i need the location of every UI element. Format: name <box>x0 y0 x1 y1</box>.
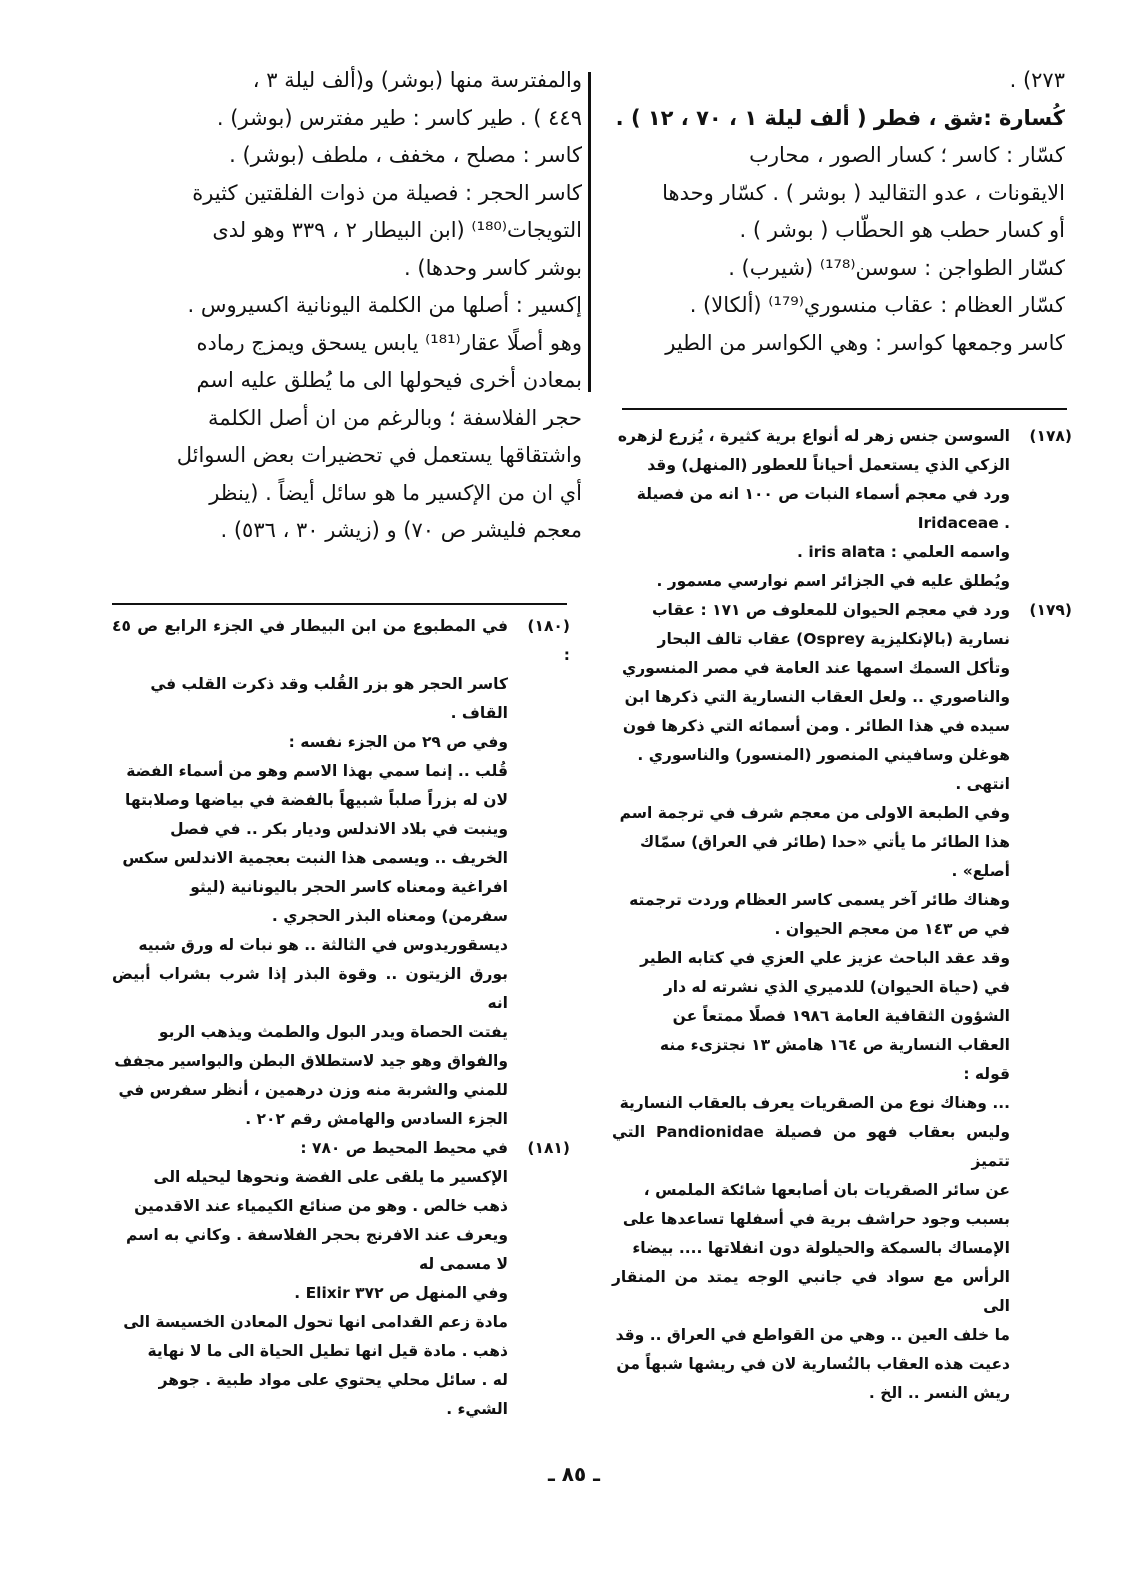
footnote-line: ورد في معجم الحيوان للمعلوف ص ١٧١ : عقاب <box>651 601 1010 619</box>
footnote-line: قُلب .. إنما سمي بهذا الاسم وهو من أسماء الفضة <box>126 762 508 780</box>
footnote-number: (١٧٨) <box>1029 427 1072 445</box>
footnote-line: في محيط المحيط ص ٧٨٠ : <box>300 1139 508 1157</box>
footnote-line: في ص ١٤٣ من معجم الحيوان . <box>774 920 1010 938</box>
footnotes-right <box>612 422 1072 1408</box>
footnote-line: . Iridaceae <box>917 514 1010 532</box>
footnote-number: (١٧٩) <box>1029 601 1072 619</box>
footnote-line: وينبت في بلاد الاندلس وديار بكر .. في فصل <box>170 820 508 838</box>
footnote-line: في (حياة الحيوان) للدميري الذي نشرته له دار <box>663 978 1010 996</box>
footnote-line: هذا الطائر ما يأتي «حدا (طائر في العراق) سمّاك <box>640 833 1010 851</box>
text-line: ٢٧٣) . <box>1009 68 1065 92</box>
footnote-line: سيده في هذا الطائر . ومن أسمائه التي ذكرها فون <box>622 717 1010 735</box>
footnote-line: سفرمن) ومعناه البذر الحجري . <box>271 907 508 925</box>
text-line: ٤٤٩ ) . طير كاسر : طير مفترس (بوشر) . <box>216 105 582 130</box>
footnote-line: نسارية (بالإنكليزية Osprey) عقاب تالف البحار <box>657 630 1010 648</box>
footnote-line: العقاب النسارية ص ١٦٤ هامش ١٣ نجتزىء منه <box>659 1036 1010 1054</box>
footnote-line: الشؤون الثقافية العامة ١٩٨٦ فصلًا ممتعاً عن <box>672 1007 1010 1025</box>
footnote-line: ريش النسر .. الخ . <box>868 1384 1010 1402</box>
footnote-line: دعيت هذه العقاب بالنُسارية لان في ريشها شبهاً من <box>616 1355 1010 1373</box>
footnote-line: ما خلف العين .. وهي من القواطع في العراق .. وقد <box>615 1326 1010 1344</box>
footnote-179 <box>612 596 1072 1408</box>
text-line: كاسر وجمعها كواسر : وهي الكواسر من الطير <box>665 330 1065 355</box>
footnote-line: ديسقوريدوس في الثالثة .. هو نبات له ورق شبيه <box>138 936 508 954</box>
footnote-line: الخريف .. ويسمى هذا النبت بعجمية الاندلس سكس <box>122 849 508 867</box>
text-line: كسّار : كاسر ؛ كسار الصور ، محارب <box>749 143 1065 167</box>
footnote-line: أصلع» . <box>951 862 1010 880</box>
footnote-line: بسبب وجود حراشف برية في أسفلها تساعدها على <box>622 1210 1010 1228</box>
text-line: واشتقاقها يستعمل في تحضيرات بعض السوائل <box>176 443 582 467</box>
footnote-line: وتأكل السمك اسمها عند العامة في مصر المنسوري <box>621 659 1010 677</box>
text-line: كاسر : مصلح ، مخفف ، ملطف (بوشر) . <box>229 143 582 167</box>
text-line: كاسر الحجر : فصيلة من ذوات الفلقتين كثيرة <box>192 180 582 205</box>
footnote-181 <box>112 1134 570 1424</box>
footnote-line: للمني والشربة منه وزن درهمين ، أنظر سفرس في <box>118 1081 508 1099</box>
text-line: التويجات⁽¹⁸⁰⁾ (ابن البيطار ٢ ، ٣٣٩ وهو لدى <box>212 218 582 242</box>
footnote-number: (١٨١) <box>527 1139 570 1157</box>
footnote-separator-right <box>622 408 1067 410</box>
text-line: كُسارة :شق ، فطر ( ألف ليلة ١ ، ٧٠ ، ١٢ ) . <box>615 105 1065 130</box>
text-line: حجر الفلاسفة ؛ وبالرغم من ان أصل الكلمة <box>208 405 582 430</box>
footnote-line: ذهب . مادة قيل انها تطيل الحياة الى ما لا نهاية <box>147 1342 508 1360</box>
page-number: ـ ٨٥ ـ <box>547 1462 601 1486</box>
right-column-main-text <box>605 62 1065 362</box>
footnote-line: في المطبوع من ابن البيطار في الجزء الرابع ص ٤٥ : <box>112 617 570 664</box>
footnote-line: له . سائل محلي يحتوي على مواد طبية . جوهر <box>158 1371 508 1389</box>
footnote-line: الزكي الذي يستعمل أحياناً للعطور (المنهل) وقد <box>647 456 1010 474</box>
footnote-line: وقد عقد الباحث عزيز علي العزي في كتابه الطير <box>640 949 1010 967</box>
text-line: الايقونات ، عدو التقاليد ( بوشر ) . كسّار وحدها <box>662 180 1065 205</box>
footnote-line: الرأس مع سواد في جانبي الوجه يمتد من المنقار الى <box>612 1268 1010 1315</box>
footnote-line: والفواق وهو جيد لاستطلاق البطن والبواسير مجفف <box>114 1052 508 1070</box>
footnote-line: الإمساك بالسمكة والحيلولة دون انفلاتها .... بيضاء <box>632 1239 1010 1257</box>
footnote-line: الشيء . <box>446 1400 508 1418</box>
text-line: كسّار الطواجن : سوسن⁽¹⁷⁸⁾ (شيرب) . <box>728 255 1065 280</box>
footnote-180 <box>112 612 570 1134</box>
text-line: بوشر كاسر وحدها) . <box>404 255 582 280</box>
footnote-line: لان له بزراً صلباً شبيهاً بالفضة في بياضها وصلابتها <box>125 791 508 809</box>
footnotes-left <box>112 612 570 1424</box>
footnote-line: الجزء السادس والهامش رقم ٢٠٢ . <box>245 1110 508 1128</box>
footnote-line: الإكسير ما يلقى على الفضة ونحوها ليحيله الى <box>153 1168 508 1186</box>
footnote-line: السوسن جنس زهر له أنواع برية كثيرة ، يُزرع لزهره <box>617 427 1010 445</box>
footnote-line: ... وهناك نوع من الصقريات يعرف بالعقاب النسارية <box>619 1094 1010 1112</box>
footnote-line: ويُطلق عليه في الجزائر اسم نوارسي مسمور . <box>656 572 1010 590</box>
footnote-line: واسمه العلمي : iris alata . <box>797 543 1010 561</box>
footnote-line: قوله : <box>963 1065 1010 1083</box>
footnote-line: ورد في معجم أسماء النبات ص ١٠٠ انه من فصيلة <box>636 485 1010 503</box>
footnote-line: وفي الطبعة الاولى من معجم شرف في ترجمة اسم <box>619 804 1010 822</box>
footnote-line: عن سائر الصقريات بان أصابعها شائكة الملمس ، <box>643 1181 1010 1199</box>
footnote-line: ذهب خالص . وهو من صنائع الكيمياء عند الاقدمين <box>134 1197 508 1215</box>
footnote-line: كاسر الحجر هو بزر القُلب وقد ذكرت القلب في <box>150 675 508 693</box>
footnote-line: والناصوري .. ولعل العقاب النسارية التي ذكرها ابن <box>624 688 1010 706</box>
text-line: وهو أصلًا عقار⁽¹⁸¹⁾ يابس يسحق ويمزج رماده <box>196 330 582 355</box>
footnote-line: ويعرف عند الافرنج بحجر الفلاسفة . وكاني به اسم <box>126 1226 508 1244</box>
footnote-line: مادة زعم القدامى انها تحول المعادن الخسيسة الى <box>123 1313 508 1331</box>
footnote-separator-left <box>112 603 567 605</box>
left-column-main-text <box>112 62 582 550</box>
text-line: إكسير : أصلها من الكلمة اليونانية اكسيروس . <box>187 293 582 317</box>
footnote-line: انتهى . <box>955 775 1010 793</box>
text-line: والمفترسة منها (بوشر) و(ألف ليلة ٣ ، <box>252 68 582 92</box>
footnote-line: وهناك طائر آخر يسمى كاسر العظام وردت ترجمته <box>629 891 1010 909</box>
text-line: أي ان من الإكسير ما هو سائل أيضاً . (ينظر <box>209 480 582 505</box>
text-line: أو كسار حطب هو الحطّاب ( بوشر ) . <box>739 218 1065 242</box>
footnote-line: وليس بعقاب فهو من فصيلة Pandionidae التي تتميز <box>612 1123 1010 1170</box>
footnote-line: وفي ص ٢٩ من الجزء نفسه : <box>288 733 508 751</box>
footnote-line: بورق الزيتون .. وقوة البذر إذا شرب بشراب أبيض انه <box>112 965 508 1012</box>
footnote-number: (١٨٠) <box>527 617 570 635</box>
footnote-line: افراغية ومعناه كاسر الحجر باليونانية (ليثو <box>190 878 508 896</box>
footnote-line: القاف . <box>450 704 508 722</box>
text-line: كسّار العظام : عقاب منسوري⁽¹⁷⁹⁾ (ألكالا) . <box>689 293 1065 317</box>
column-separator <box>588 72 591 392</box>
footnote-line: يفتت الحصاة ويدر البول والطمث ويذهب الربو <box>158 1023 508 1041</box>
text-line: بمعادن أخرى فيحولها الى ما يُطلق عليه اسم <box>196 368 582 392</box>
text-line: معجم فليشر ص ٧٠) و (زيشر ٣٠ ، ٥٣٦) . <box>220 518 582 542</box>
footnote-line: هوغلن وسافيني المنصور (المنسور) والناسوري . <box>637 746 1010 764</box>
footnote-line: وفي المنهل ص ٣٧٢ Elixir . <box>294 1284 508 1302</box>
footnote-178 <box>612 422 1072 596</box>
footnote-line: لا مسمى له <box>419 1255 508 1273</box>
